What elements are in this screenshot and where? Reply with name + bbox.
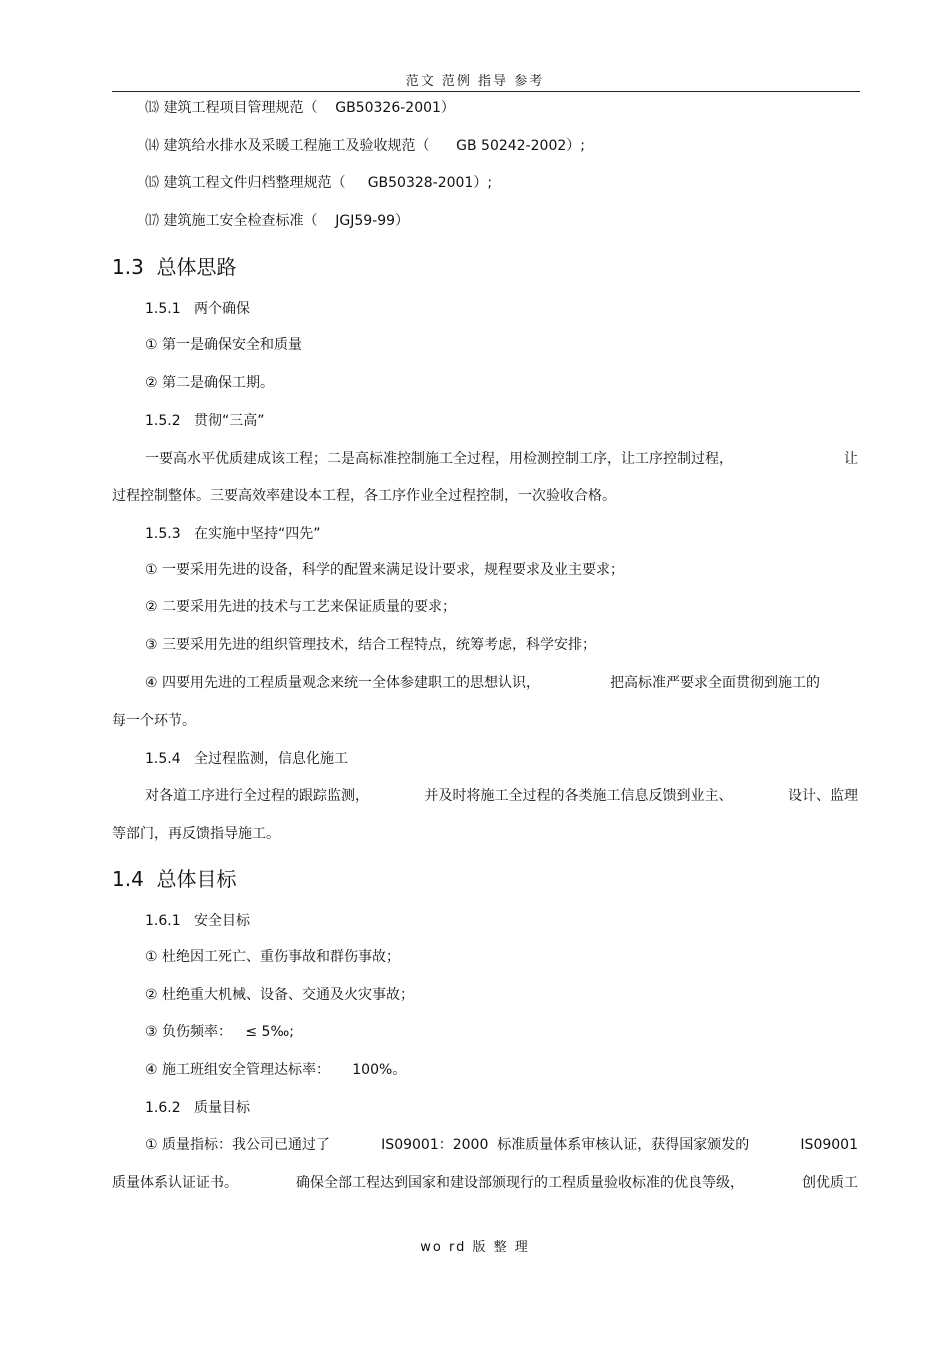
list-item: ② 杜绝重大机械、设备、交通及火灾事故； xyxy=(145,987,414,1003)
page-footer: wo rd 版 整 理 xyxy=(420,1240,530,1255)
paragraph-line: 每一个环节。 xyxy=(112,713,196,729)
reference-item: ⒀ 建筑工程项目管理规范（ GB50326-2001） xyxy=(145,100,455,116)
subsection-title: 1.5.1 两个确保 xyxy=(145,301,250,317)
paragraph-text: ① 质量指标：我公司已通过了 xyxy=(145,1137,331,1153)
paragraph-line xyxy=(145,1135,858,1155)
page-header: 范文 范例 指导 参考 xyxy=(405,74,545,89)
subsection-title: 1.6.2 质量目标 xyxy=(145,1100,250,1116)
list-item: ① 杜绝因工死亡、重伤事故和群伤事故； xyxy=(145,949,400,965)
paragraph-text: IS09001 xyxy=(800,1137,858,1153)
subsection-title: 1.5.4 全过程监测，信息化施工 xyxy=(145,751,348,767)
list-item: ① 第一是确保安全和质量 xyxy=(145,337,303,353)
paragraph-text: 质量体系认证证书。 xyxy=(112,1175,238,1191)
paragraph-line: 过程控制整体。三要高效率建设本工程，各工序作业全过程控制，一次验收合格。 xyxy=(112,488,616,504)
list-item-continuation: 把高标准严要求全面贯彻到施工的 xyxy=(610,675,820,691)
list-item: ④ 四要用先进的工程质量观念来统一全体参建职工的思想认识， xyxy=(145,675,540,691)
paragraph-text: 设计、监理 xyxy=(788,788,858,804)
paragraph-text: 并及时将施工全过程的各类施工信息反馈到业主、 xyxy=(424,788,733,804)
list-item: ① 一要采用先进的设备，科学的配置来满足设计要求，规程要求及业主要求； xyxy=(145,562,624,578)
paragraph-line xyxy=(145,449,858,469)
list-item: ② 二要采用先进的技术与工艺来保证质量的要求； xyxy=(145,599,456,615)
reference-item: ⒂ 建筑工程文件归档整理规范（ GB50328-2001）; xyxy=(145,175,493,191)
list-item: ③ 负伤频率： ≤ 5‰; xyxy=(145,1024,294,1040)
paragraph-text: 确保全部工程达到国家和建设部颁现行的工程质量验收标准的优良等级， xyxy=(296,1175,744,1191)
list-item: ③ 三要采用先进的组织管理技术，结合工程特点，统筹考虑，科学安排； xyxy=(145,637,596,653)
reference-item: ⒁ 建筑给水排水及采暖工程施工及验收规范（ GB 50242-2002）; xyxy=(145,138,585,154)
paragraph-text: IS09001：2000 标准质量体系审核认证，获得国家颁发的 xyxy=(381,1137,750,1153)
paragraph-line xyxy=(145,786,858,806)
paragraph-text: 对各道工序进行全过程的跟踪监测， xyxy=(145,788,369,804)
header-rule xyxy=(112,91,860,92)
section-heading-1-3: 1.3 总体思路 xyxy=(112,255,237,279)
reference-item: ⒄ 建筑施工安全检查标准（ JGJ59-99） xyxy=(145,213,410,229)
paragraph-text: 一要高水平优质建成该工程；二是高标准控制施工全过程，用检测控制工序，让工序控制过程， xyxy=(145,451,733,467)
subsection-title: 1.5.2 贯彻“三高” xyxy=(145,413,265,429)
section-heading-1-4: 1.4 总体目标 xyxy=(112,867,237,891)
paragraph-line: 等部门，再反馈指导施工。 xyxy=(112,826,280,842)
paragraph-text: 让 xyxy=(844,451,858,467)
subsection-title: 1.6.1 安全目标 xyxy=(145,913,250,929)
paragraph-line xyxy=(112,1173,858,1193)
list-item: ② 第二是确保工期。 xyxy=(145,375,275,391)
list-item: ④ 施工班组安全管理达标率： 100%。 xyxy=(145,1062,407,1078)
paragraph-text: 创优质工 xyxy=(802,1175,858,1191)
subsection-title: 1.5.3 在实施中坚持“四先” xyxy=(145,526,321,542)
